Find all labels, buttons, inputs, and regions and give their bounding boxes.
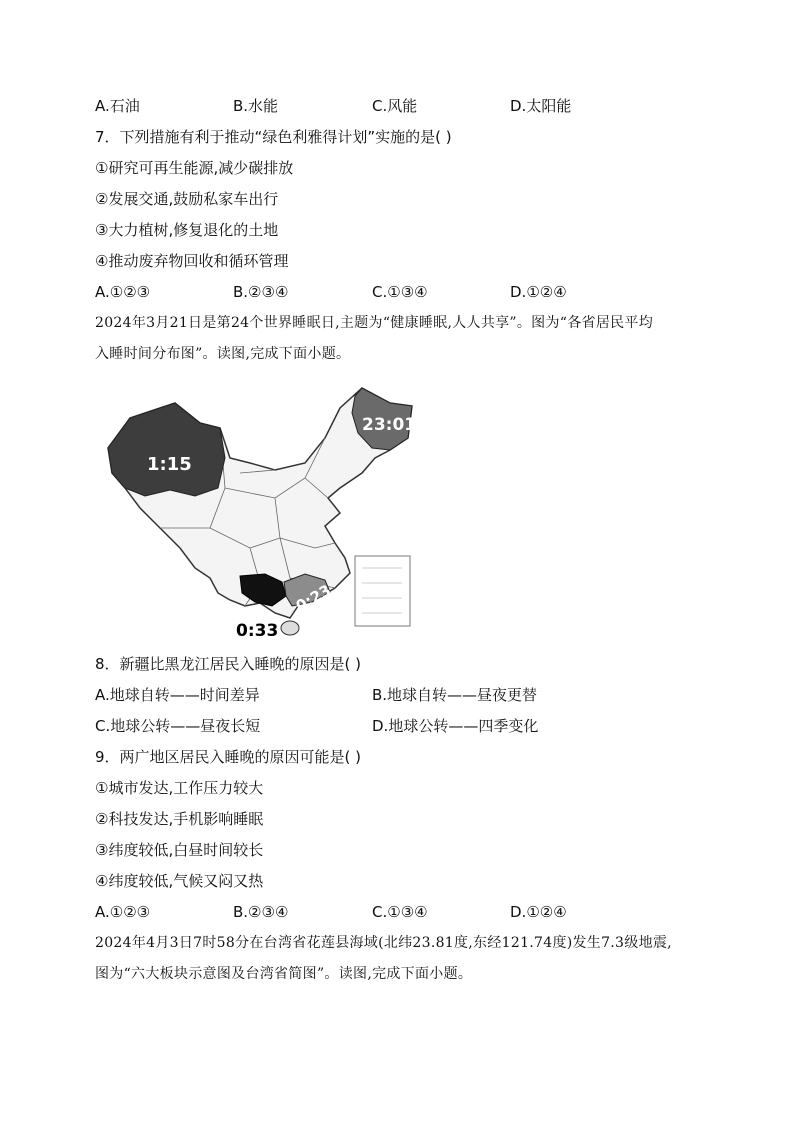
xinjiang-region (108, 403, 225, 496)
q7-item-4: ④推动废弃物回收和循环管理 (95, 252, 289, 270)
q6-option-c: C.风能 (372, 97, 418, 115)
quake-intro-line2: 图为“六大板块示意图及台湾省简图”。读图,完成下面小题。 (95, 966, 473, 982)
sleep-intro-line1: 2024年3月21日是第24个世界睡眠日,主题为“健康睡眠,人人共享”。图为“各省居民平均 (95, 315, 654, 331)
label-xinjiang: 1:15 (147, 454, 192, 475)
china-sleep-time-map (100, 378, 420, 643)
q9-item-2: ②科技发达,手机影响睡眠 (95, 810, 264, 828)
q7-stem: 7．下列措施有利于推动“绿色利雅得计划”实施的是( ) (95, 128, 452, 146)
hainan-island (281, 621, 299, 635)
q6-option-d: D.太阳能 (510, 97, 572, 115)
q8-option-d: D.地球公转——四季变化 (372, 717, 539, 735)
q6-option-b: B.水能 (233, 97, 279, 115)
q6-option-a: A.石油 (95, 97, 140, 115)
q7-option-d: D.①②④ (510, 283, 567, 301)
q8-stem: 8．新疆比黑龙江居民入睡晚的原因是( ) (95, 655, 362, 673)
q9-item-3: ③纬度较低,白昼时间较长 (95, 841, 264, 859)
q9-stem: 9．两广地区居民入睡晚的原因可能是( ) (95, 748, 362, 766)
sleep-intro-line2: 入睡时间分布图”。读图,完成下面小题。 (95, 346, 351, 362)
q7-option-c: C.①③④ (372, 283, 428, 301)
label-heilongjiang: 23:01 (362, 415, 417, 435)
q7-item-3: ③大力植树,修复退化的土地 (95, 221, 279, 239)
q8-option-a: A.地球自转——时间差异 (95, 686, 260, 704)
q7-item-1: ①研究可再生能源,减少碳排放 (95, 159, 294, 177)
q8-option-b: B.地球自转——昼夜更替 (372, 686, 538, 704)
quake-intro-line1: 2024年4月3日7时58分在台湾省花莲县海域(北纬23.81度,东经121.74度)发生7.3级地震, (95, 935, 672, 951)
q9-option-c: C.①③④ (372, 903, 428, 921)
q7-option-a: A.①②③ (95, 283, 151, 301)
q9-option-a: A.①②③ (95, 903, 151, 921)
south-china-sea-inset (355, 556, 410, 626)
q7-item-2: ②发展交通,鼓励私家车出行 (95, 190, 279, 208)
q7-option-b: B.②③④ (233, 283, 289, 301)
label-guangxi: 0:33 (236, 621, 279, 641)
q9-item-1: ①城市发达,工作压力较大 (95, 779, 264, 797)
q8-option-c: C.地球公转——昼夜长短 (95, 717, 261, 735)
q9-item-4: ④纬度较低,气候又闷又热 (95, 872, 264, 890)
q9-option-d: D.①②④ (510, 903, 567, 921)
label-guangdong: 0:23 (292, 581, 335, 616)
q9-option-b: B.②③④ (233, 903, 289, 921)
